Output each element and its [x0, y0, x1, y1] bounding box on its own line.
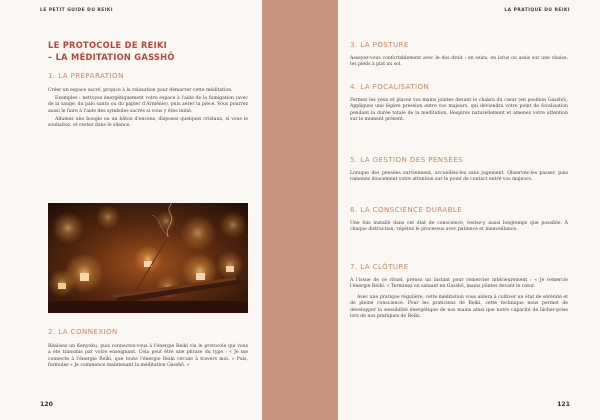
left-running-head: LE PETIT GUIDE DU REIKI — [40, 8, 113, 13]
paragraph: Réalisez un Kenyoku, puis connectez-vous à l'énergie Reiki via le protocole qui vous a été transmis par votre enseignant. Cela peut être une phrase du type : « Je me connecte à l'énergie Reiki, que toute l'énergie Reiki circule à travers moi. » Puis, formulez « Je commence maintenant la méditation Gasshô. » — [48, 344, 248, 369]
left-page — [0, 0, 262, 420]
section-heading: 6. LA CONSCIENCE DURABLE — [350, 205, 463, 214]
section-connexion — [48, 327, 248, 371]
section-text — [48, 344, 248, 370]
paragraph: Créer un espace sacré, propice à la relaxation pour démarrer cette méditation. — [48, 88, 233, 93]
section-gestion-pensees — [350, 155, 568, 185]
section-heading: 1. LA PRÉPARATION — [48, 71, 124, 80]
section-text — [350, 171, 568, 184]
paragraph: Asseyez-vous confortablement avec le dos droit : en seiza, en lotus ou assis sur une chaise, les pieds à plat au sol. — [350, 56, 568, 68]
section-heading: 5. LA GESTION DES PENSÉES — [350, 155, 464, 164]
paragraph: À l'issue de ce rituel, prenez un instant pour remercier intérieurement : « Je remercie l'énergie Reiki. » Terminez en saluant en Gasshô, mains jointes devant le cœur. — [350, 278, 568, 290]
paragraph: Avec une pratique régulière, cette méditation vous aidera à cultiver un état de sérénité et de pleine conscience. Pour les praticiens de Reiki, cette technique nous permet de développer la sensibilité énergétique de nos mains ainsi que notre capacité de lâcher-prise lors de nos pratiques de Reiki. — [350, 294, 568, 320]
candles-incense-photo — [48, 203, 248, 313]
section-heading: 3. LA POSTURE — [350, 40, 409, 49]
section-text — [350, 278, 568, 320]
section-heading: 7. LA CLÔTURE — [350, 262, 409, 271]
paragraph: Exemples : nettoyez énergétiquement votre espace à l'aide de la fumigation (avec de la sauge, du palo santo ou du papier d'Arménie), puis aérer la pièce. Vous pourrez aussi le faire à l'aide des symboles sacrés si vous y êtes initié. — [48, 96, 248, 114]
section-text — [350, 221, 568, 234]
photo-illustration — [48, 203, 248, 313]
right-page — [338, 0, 600, 420]
paragraph: Une fois installé dans cet état de conscience, restez-y aussi longtemps que possible. À chaque distraction, répétez le processus avec patience et bienveillance. — [350, 221, 568, 233]
section-text — [48, 88, 248, 130]
section-preparation — [48, 71, 248, 131]
section-heading: 2. LA CONNEXION — [48, 327, 118, 336]
section-posture — [350, 40, 568, 70]
paragraph: Fermez les yeux et placez vos mains jointes devant le chakra du cœur (en position Gasshô). Appliquez une légère pression entre vos majeurs, qui deviendra votre point de focalisation pendant la durée totale de la méditation. Respirez naturellement et amenez votre attention sur le moment présent. — [350, 98, 568, 123]
paragraph: Lorsque des pensées surviennent, accueillez-les sans jugement. Observez-les passer, puis ramenez doucement votre attention sur le point de contact entre vos majeurs. — [350, 171, 568, 183]
page-number-right: 121 — [557, 401, 570, 408]
page-number-left: 120 — [40, 401, 53, 408]
page-title — [48, 40, 248, 63]
section-heading: 4. LA FOCALISATION — [350, 82, 430, 91]
section-cloture — [350, 262, 568, 322]
section-focalisation — [350, 82, 568, 125]
title-line-2: – LA MÉDITATION GASSHÔ — [48, 51, 175, 63]
section-text — [350, 56, 568, 69]
section-text — [350, 98, 568, 124]
center-gutter — [262, 0, 338, 420]
paragraph: Allumez une bougie ou un bâton d'encens, disposez quelques cristaux, si vous le souhaitez, et restez dans le silence. — [48, 116, 248, 129]
title-line-1: LE PROTOCOLE DE REIKI — [48, 40, 168, 51]
right-running-head: LA PRATIQUE DU REIKI — [504, 8, 570, 13]
section-conscience-durable — [350, 205, 568, 235]
